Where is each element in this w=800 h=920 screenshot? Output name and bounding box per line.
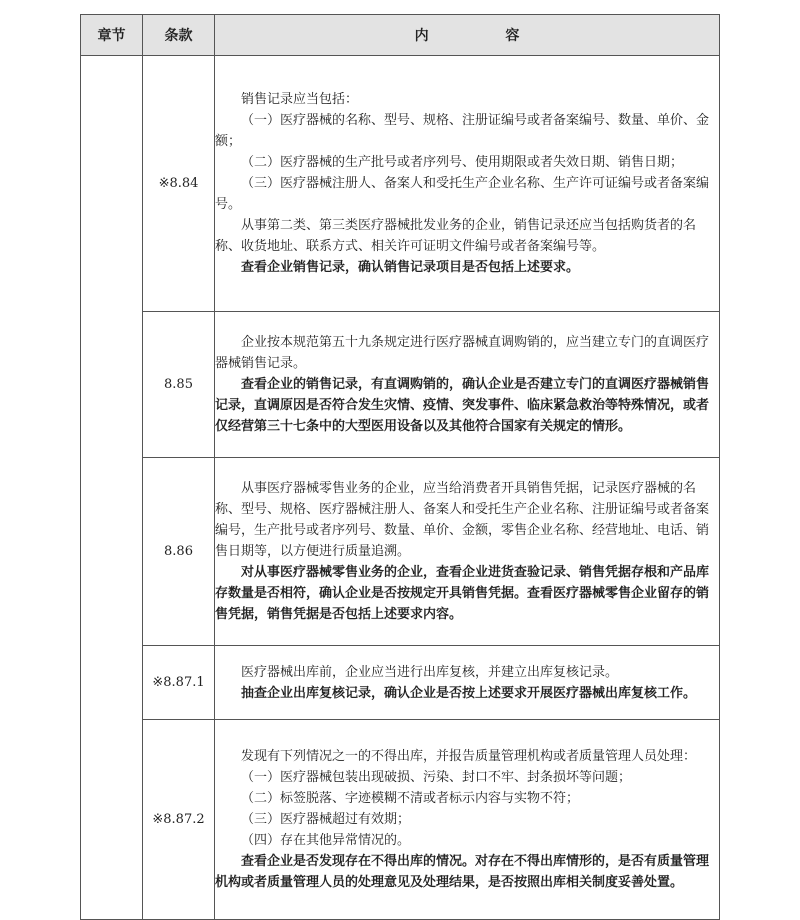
clause-number: ※8.84 (143, 56, 215, 312)
regulation-table (80, 14, 720, 920)
paragraph: （二）医疗器械的生产批号或者序列号、使用期限或者失效日期、销售日期； (241, 155, 684, 170)
clause-content (215, 720, 720, 920)
chapter-cell (81, 56, 143, 920)
clause-number: 8.86 (143, 458, 215, 646)
paragraph: （一）医疗器械的名称、型号、规格、注册证编号或者备案编号、数量、单价、金额； (215, 113, 710, 149)
paragraph: 从事第二类、第三类医疗器械批发业务的企业，销售记录还应当包括购货者的名称、收货地址、联系方式、相关许可证明文件编号或者备案编号等。 (215, 218, 697, 254)
inspection-method: 查看企业的销售记录，有直调购销的，确认企业是否建立专门的直调医疗器械销售记录，直调原因是否符合发生灾情、疫情、突发事件、临床紧急救治等特殊情况，或者仅经营第三十七条中的大型医用设备以及其他符合国家有关规定的情形。 (215, 377, 710, 434)
paragraph: 从事医疗器械零售业务的企业，应当给消费者开具销售凭据，记录医疗器械的名称、型号、规格、医疗器械注册人、备案人和受托生产企业名称、注册证编号或者备案编号，生产批号或者序列号、数量、单价、金额，零售企业名称、经营地址、电话、销售日期等，以方便进行质量追溯。 (215, 481, 710, 559)
paragraph: 医疗器械出库前，企业应当进行出库复核，并建立出库复核记录。 (241, 664, 619, 680)
list-item: （一）医疗器械包装出现破损、污染、封口不牢、封条损坏等问题； (241, 770, 632, 785)
inspection-method: 查看企业是否发现存在不得出库的情况。对存在不得出库情形的，是否有质量管理机构或者质量管理人员的处理意见及处理结果，是否按照出库相关制度妥善处置。 (215, 854, 710, 890)
paragraph: 销售记录应当包括： (241, 92, 359, 107)
table-row (81, 458, 720, 646)
table-row (81, 720, 720, 920)
table-header-row (81, 15, 720, 56)
paragraph: （三）医疗器械注册人、备案人和受托生产企业名称、生产许可证编号或者备案编号。 (215, 176, 710, 212)
list-item: （四）存在其他异常情况的。 (241, 833, 411, 848)
table-row (81, 312, 720, 458)
clause-number: ※8.87.1 (143, 646, 215, 720)
header-clause: 条款 (143, 15, 215, 56)
clause-number: ※8.87.2 (143, 720, 215, 920)
inspection-method: 查看企业销售记录，确认销售记录项目是否包括上述要求。 (241, 260, 580, 275)
table-row (81, 56, 720, 312)
header-chapter: 章节 (81, 15, 143, 56)
list-item: （二）标签脱落、字迹模糊不清或者标示内容与实物不符； (241, 791, 580, 806)
clause-number: 8.85 (143, 312, 215, 458)
header-content: 内 容 (215, 15, 720, 56)
paragraph: 发现有下列情况之一的不得出库，并报告质量管理机构或者质量管理人员处理： (241, 749, 697, 764)
list-item: （三）医疗器械超过有效期； (241, 812, 411, 827)
clause-content (215, 646, 720, 720)
table-row (81, 646, 720, 720)
paragraph: 企业按本规范第五十九条规定进行医疗器械直调购销的，应当建立专门的直调医疗器械销售记录。 (215, 335, 710, 371)
clause-content (215, 458, 720, 646)
clause-content (215, 312, 720, 458)
inspection-method: 对从事医疗器械零售业务的企业，查看企业进货查验记录、销售凭据存根和产品库存数量是否相符，确认企业是否按规定开具销售凭据。查看医疗器械零售企业留存的销售凭据，销售凭据是否包括上述要求内容。 (215, 565, 710, 622)
inspection-method: 抽查企业出库复核记录，确认企业是否按上述要求开展医疗器械出库复核工作。 (241, 685, 697, 701)
clause-content (215, 56, 720, 312)
